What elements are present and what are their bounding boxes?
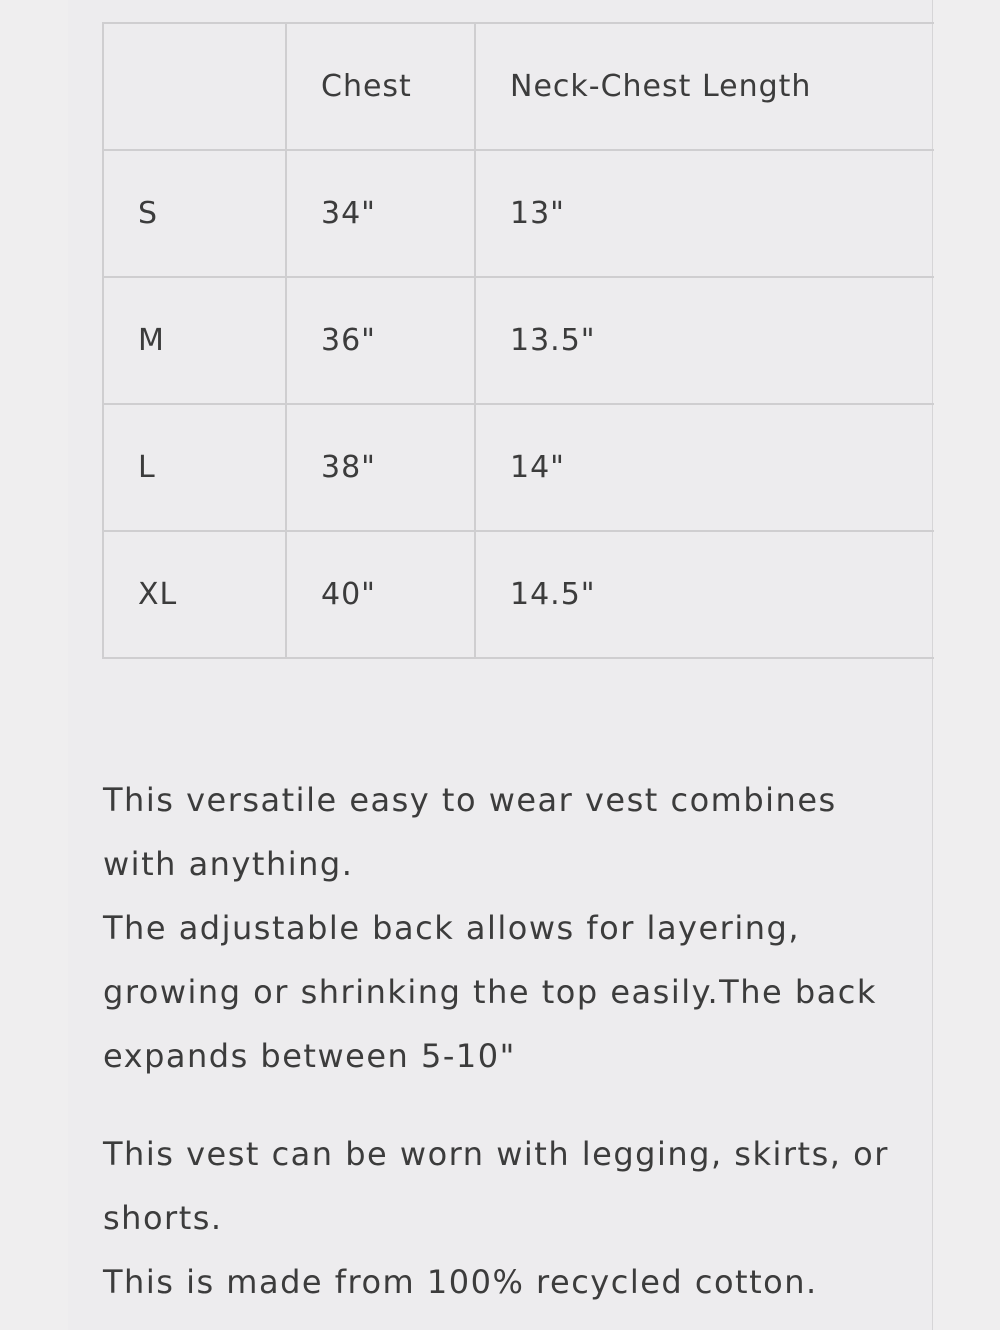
size-cell: L — [103, 404, 286, 531]
header-cell-neck-chest-length: Neck-Chest Length — [475, 23, 934, 150]
neck-chest-length-cell: 13.5" — [475, 277, 934, 404]
chest-cell: 34" — [286, 150, 475, 277]
table-row — [103, 531, 934, 658]
size-cell: M — [103, 277, 286, 404]
header-cell-chest: Chest — [286, 23, 475, 150]
description-text: This vest can be worn with legging, skirts, or shorts. — [103, 1135, 889, 1237]
product-description — [103, 768, 903, 1314]
table-row — [103, 150, 934, 277]
table-header-row — [103, 23, 934, 150]
neck-chest-length-cell: 14" — [475, 404, 934, 531]
description-text: The adjustable back allows for layering, growing or shrinking the top easily.The back expands between 5-10" — [103, 909, 877, 1075]
paragraph-spacer — [103, 1088, 903, 1122]
description-text: This is made from 100% recycled cotton. — [103, 1263, 818, 1301]
size-cell: XL — [103, 531, 286, 658]
neck-chest-length-cell: 14.5" — [475, 531, 934, 658]
table-row — [103, 404, 934, 531]
size-cell: S — [103, 150, 286, 277]
neck-chest-length-cell: 13" — [475, 150, 934, 277]
size-chart-table — [102, 22, 934, 659]
chest-cell: 40" — [286, 531, 475, 658]
header-cell-size — [103, 23, 286, 150]
chest-cell: 36" — [286, 277, 475, 404]
description-text: This versatile easy to wear vest combines with anything. — [103, 781, 837, 883]
table-row — [103, 277, 934, 404]
chest-cell: 38" — [286, 404, 475, 531]
